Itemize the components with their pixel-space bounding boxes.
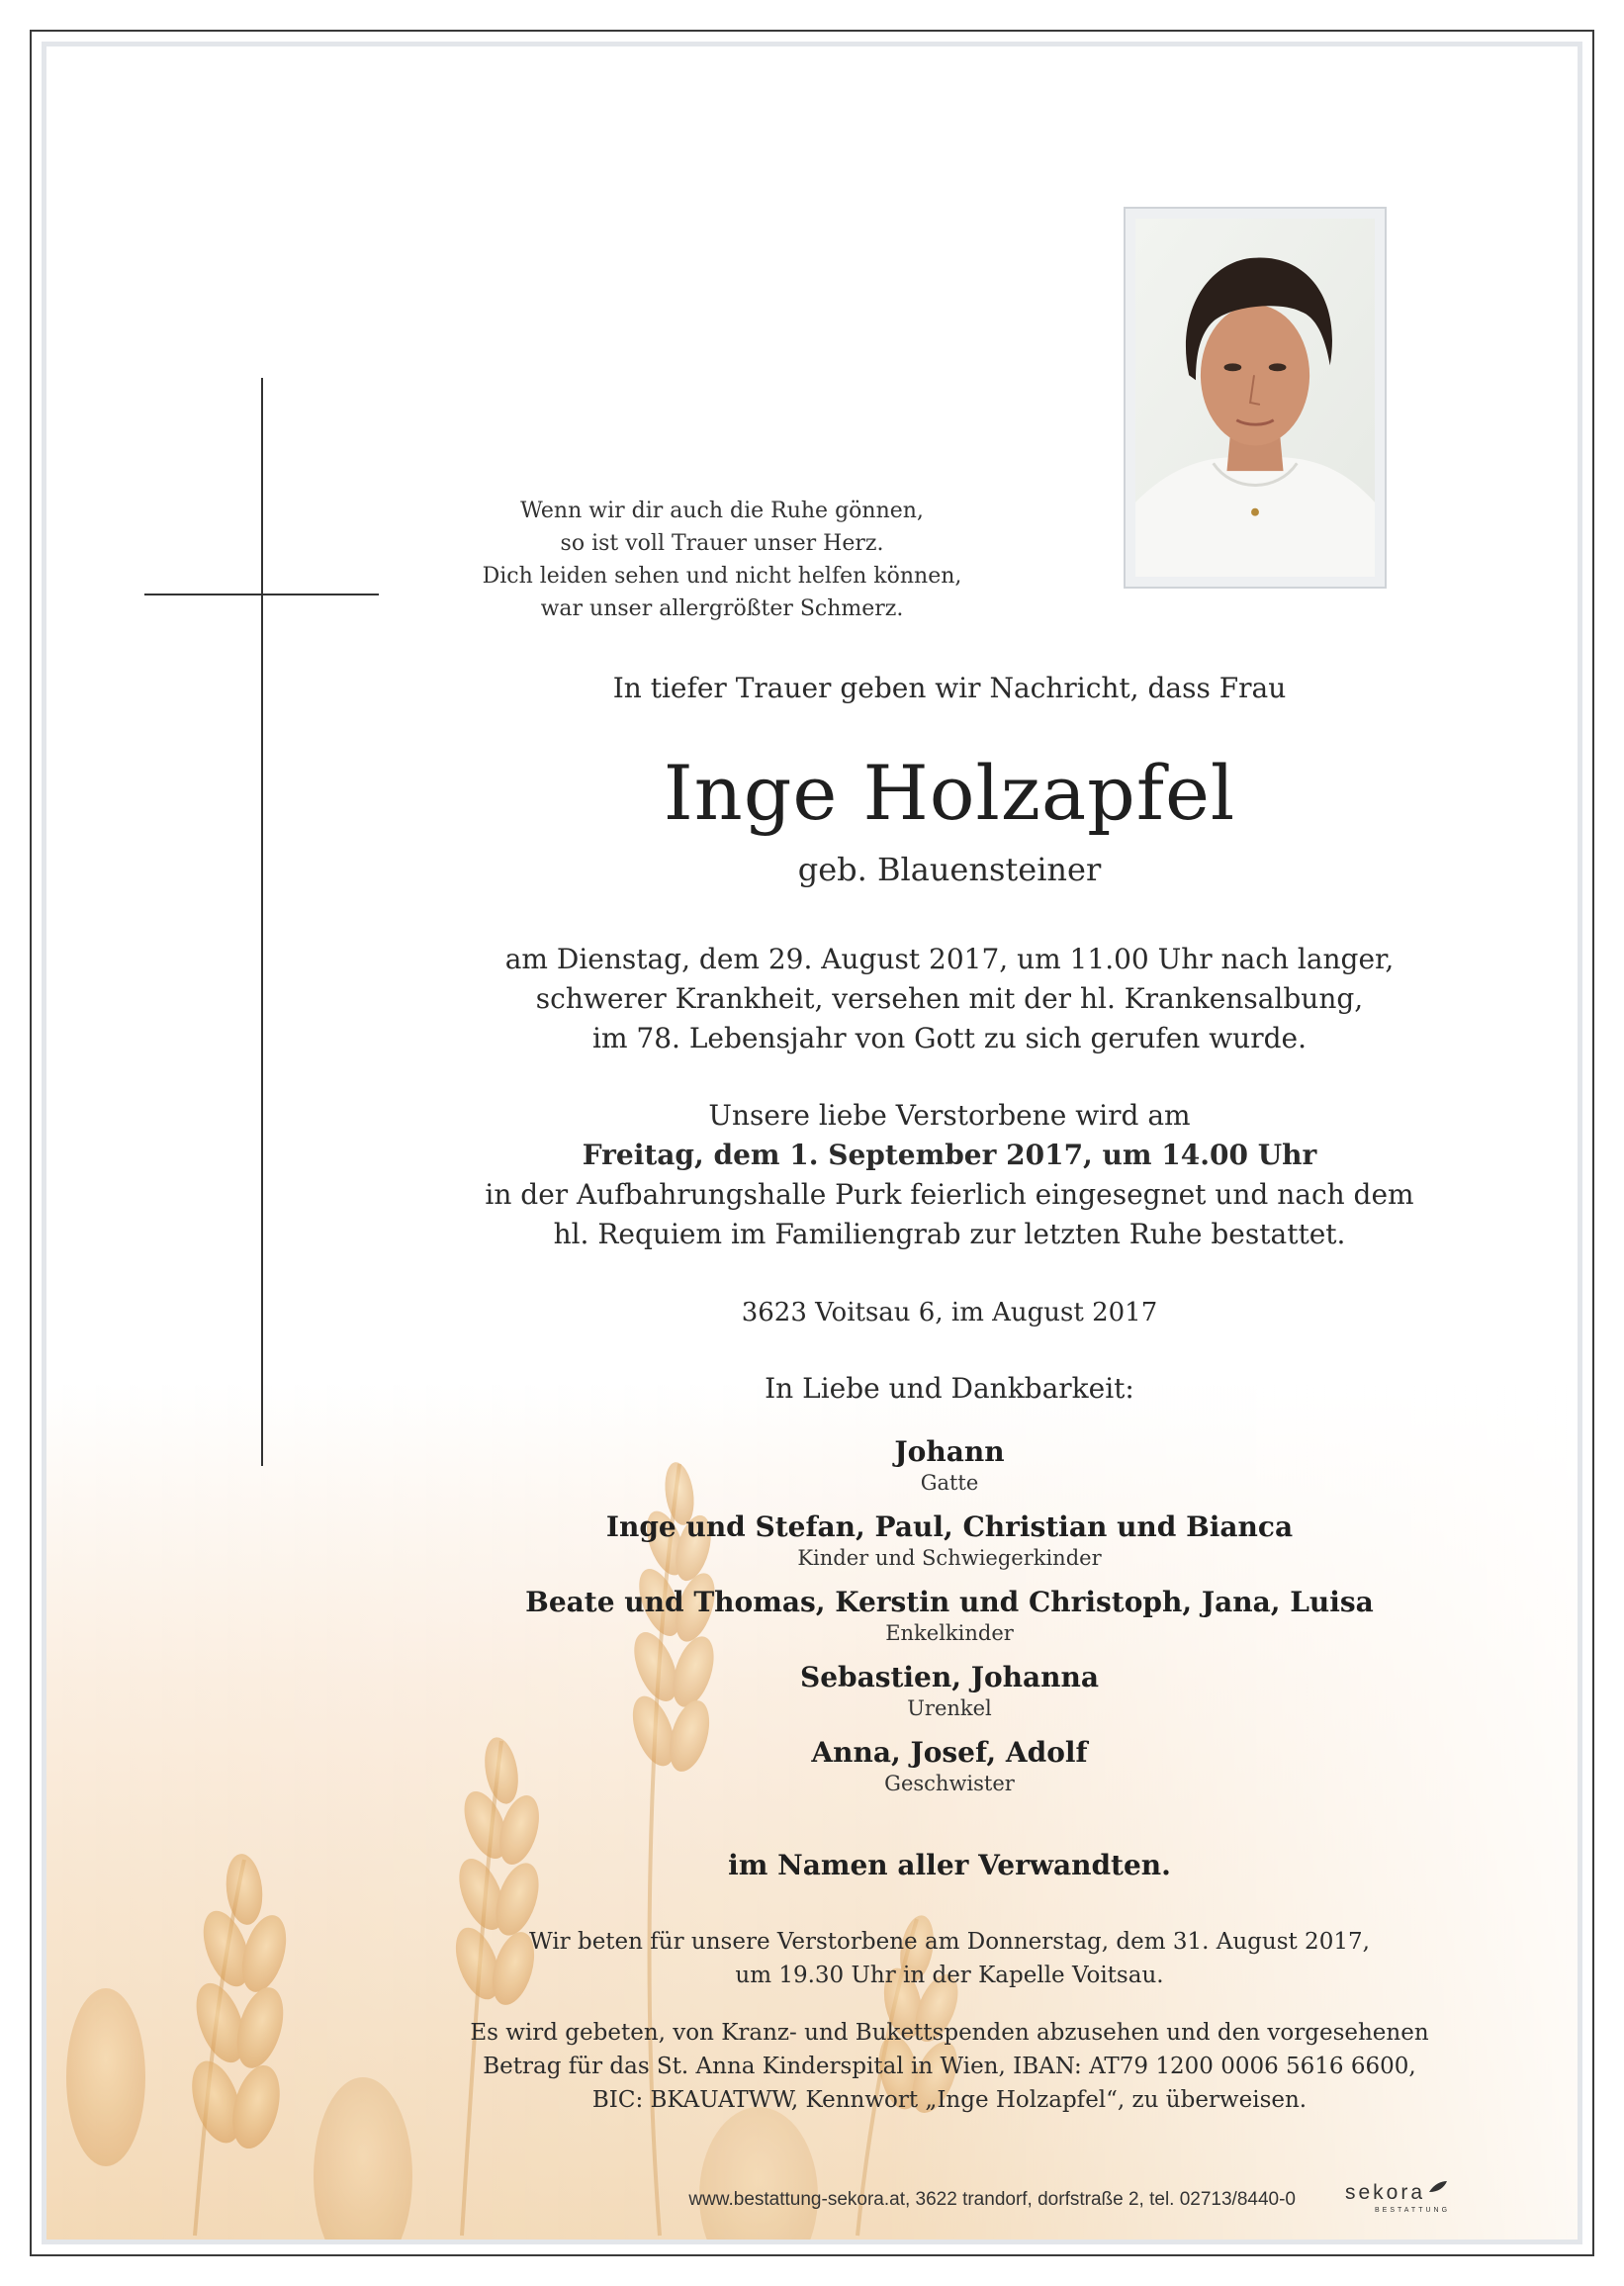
footer-contact [415, 2188, 1385, 2212]
prayer-line: um 19.30 Uhr in der Kapelle Voitsau. [735, 1963, 1164, 1988]
cross-vertical-bar [261, 378, 263, 1466]
donation-line: BIC: BKAUATWW, Kennwort „Inge Holzapfel“, zu überweisen. [591, 2087, 1308, 2113]
mourner-relation: Urenkel [907, 1696, 992, 1720]
funeral-details [415, 1096, 1484, 1254]
donation-line: Betrag für das St. Anna Kinderspital in Wien, IBAN: AT79 1200 0006 5616 6600, [483, 2054, 1416, 2079]
cross-horizontal-bar [144, 594, 379, 595]
funeral-line: in der Aufbahrungshalle Purk feierlich eingesegnet und nach dem [485, 1178, 1414, 1211]
mourner-names: Inge und Stefan, Paul, Christian und Bianca [605, 1510, 1294, 1543]
funeral-line: hl. Requiem im Familiengrab zur letzten Ruhe bestattet. [553, 1218, 1346, 1250]
logo-wordmark: sekora [1345, 2181, 1426, 2204]
mourner-group [415, 1509, 1484, 1572]
thanks-line: In Liebe und Dankbarkeit: [765, 1372, 1134, 1405]
poem-line: war unser allergrößter Schmerz. [540, 596, 904, 621]
footer-contact-text: www.bestattung-sekora.at, 3622 trandorf, dorfstraße 2, tel. 02713/8440-0 [688, 2189, 1296, 2210]
funeral-date: Freitag, dem 1. September 2017, um 14.00 Uhr [582, 1139, 1317, 1171]
birth-name: geb. Blauensteiner [797, 851, 1102, 888]
sekora-logo [1345, 2180, 1464, 2220]
mourner-names: Sebastien, Johanna [799, 1661, 1100, 1693]
donation-line: Es wird gebeten, von Kranz- und Bukettspenden abzusehen und den vorgesehenen [470, 2020, 1429, 2046]
mourner-names: Johann [894, 1435, 1005, 1468]
prayer-notice [415, 1925, 1484, 1992]
poem-line: Dich leiden sehen und nicht helfen können, [482, 564, 962, 589]
mourner-relation: Gatte [920, 1471, 979, 1495]
mourner-names: Anna, Josef, Adolf [811, 1736, 1088, 1769]
mourner-relation: Geschwister [884, 1772, 1015, 1795]
death-line: schwerer Krankheit, versehen mit der hl. Krankensalbung, [535, 982, 1364, 1015]
mourner-group [415, 1585, 1484, 1647]
announcement-intro: In tiefer Trauer geben wir Nachricht, dass Frau [612, 672, 1287, 704]
mourner-group [415, 1660, 1484, 1722]
donation-notice [415, 2016, 1484, 2117]
mourner-relation: Enkelkinder [885, 1621, 1014, 1645]
mourner-group [415, 1735, 1484, 1797]
deceased-name: Inge Holzapfel [663, 749, 1236, 837]
logo-subtitle: BESTATTUNG [1375, 2207, 1451, 2214]
memorial-poem [415, 495, 1029, 625]
portrait-photo [1124, 207, 1387, 589]
death-line: im 78. Lebensjahr von Gott zu sich gerufen wurde. [591, 1022, 1307, 1054]
relatives-line: im Namen aller Verwandten. [728, 1849, 1171, 1881]
mourners-list [415, 1434, 1484, 1810]
place-and-date: 3623 Voitsau 6, im August 2017 [741, 1298, 1158, 1327]
leaf-icon [1428, 2180, 1448, 2194]
mourner-relation: Kinder und Schwiegerkinder [797, 1546, 1102, 1570]
poem-line: Wenn wir dir auch die Ruhe gönnen, [520, 499, 924, 523]
funeral-line: Unsere liebe Verstorbene wird am [708, 1099, 1191, 1132]
mourner-names: Beate und Thomas, Kerstin und Christoph, Jana, Luisa [525, 1586, 1374, 1618]
prayer-line: Wir beten für unsere Verstorbene am Donnerstag, dem 31. August 2017, [529, 1929, 1370, 1955]
poem-line: so ist voll Trauer unser Herz. [560, 531, 884, 556]
death-announcement [415, 940, 1484, 1058]
death-line: am Dienstag, dem 29. August 2017, um 11.00 Uhr nach langer, [504, 943, 1395, 975]
mourner-group [415, 1434, 1484, 1497]
